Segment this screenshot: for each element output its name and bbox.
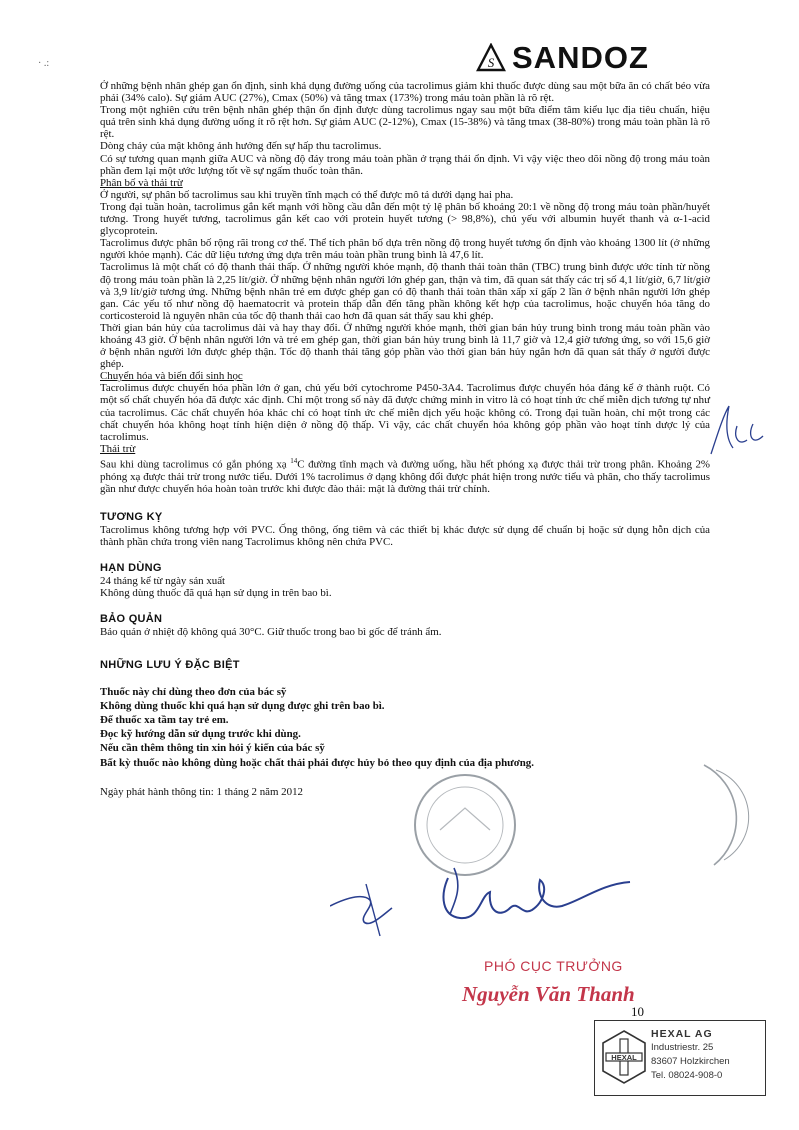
paragraph: Ở những bệnh nhân ghép gan ổn định, sinh khả dụng đường uống của tacrolimus giảm khi thuốc được dùng sau một bữa ăn có chất béo vừa phải (34% calo). Sự giảm AUC (27%), Cmax (50%) và tăng tmax (173%) trong máu toàn phần là rõ rệt. <box>100 80 710 105</box>
special-note: Nếu cần thêm thông tin xin hỏi ý kiến của bác sỹ <box>100 742 325 755</box>
document-body <box>100 80 710 798</box>
hexal-stamp <box>594 1020 766 1096</box>
heading-storage: BẢO QUẢN <box>100 613 163 626</box>
section-subtitle-distribution: Phân bố và thải trừ <box>100 176 183 189</box>
hexal-street: Industriestr. 25 <box>651 1042 714 1053</box>
paragraph: Ở người, sự phân bố tacrolimus sau khi truyền tĩnh mạch có thể được mô tả dưới dạng hai pha. <box>100 188 514 201</box>
issue-date: Ngày phát hành thông tin: 1 tháng 2 năm 2012 <box>100 785 303 798</box>
paragraph: Có sự tương quan mạnh giữa AUC và nồng độ đáy trong máu toàn phần ở trạng thái ổn định. Vì vậy việc theo dõi nồng độ trong máu toàn phần đem lại một ước lượng tốt về sự ngấm thuốc toàn thân. <box>100 152 710 177</box>
hexal-logo-text: HEXAL <box>611 1053 637 1062</box>
hexal-city: 83607 Holzkirchen <box>651 1056 730 1067</box>
superscript: 14 <box>290 456 298 465</box>
heading-expiry: HẠN DÙNG <box>100 562 162 575</box>
svg-text:S: S <box>487 55 495 70</box>
special-note: Không dùng thuốc khi quá hạn sử dụng được ghi trên bao bì. <box>100 699 385 712</box>
section-subtitle-metabolism: Chuyển hóa và biến đổi sinh học <box>100 370 243 383</box>
paragraph: Tacrolimus không tương hợp với PVC. Ống thông, ống tiêm và các thiết bị khác được sử dụng để chuẩn bị hoặc sử dụng hỗn dịch của thành phần chứa trong viên nang Tacrolimus không nên chứa PVC. <box>100 523 710 548</box>
page-number: 10 <box>631 1004 644 1019</box>
paragraph: Thời gian bán hủy của tacrolimus dài và hay thay đổi. Ở những người khỏe mạnh, thời gian bán hủy trung bình trong máu toàn phần vào khoảng 43 giờ. Ở bệnh nhân người lớn và trẻ em ghép gan, thời gian bán hủy trung bình là 11,7 giờ và 12,4 giờ tương ứng, so với 15,6 giờ ở bệnh nhân người lớn được ghép thận. Tốc độ thanh thải tăng góp phần vào thời gian bán hủy ngắn hơn đã quan sát thấy ở người được ghép. <box>100 321 710 371</box>
special-note: Để thuốc xa tầm tay trẻ em. <box>100 714 229 727</box>
paragraph: Trong một nghiên cứu trên bệnh nhân ghép thận ổn định được dùng tacrolimus ngay sau một bữa điểm tâm kiểu lục địa tiêu chuẩn, hiệu quả trên sinh khả dụng đường uống ít rõ rệt hơn. Sự giảm AUC (2-12%), Cmax (15-38%) và tăng tmax (38-80%) trong máu toàn phần là rõ rệt. <box>100 104 710 141</box>
heading-incompatibility: TƯƠNG KỴ <box>100 510 163 523</box>
paragraph: 24 tháng kể từ ngày sản xuất <box>100 575 226 588</box>
heading-special-notes: NHỮNG LƯU Ý ĐẶC BIỆT <box>100 658 240 671</box>
hexal-phone: Tel. 08024-908-0 <box>651 1070 723 1081</box>
signatory-title: PHÓ CỤC TRƯỞNG <box>484 958 623 974</box>
signatory-name: Nguyễn Văn Thanh <box>462 982 635 1006</box>
paragraph: Không dùng thuốc đã quá hạn sử dụng in trên bao bì. <box>100 587 332 600</box>
paragraph: Trong đại tuần hoàn, tacrolimus gắn kết mạnh với hồng cầu dẫn đến một tỷ lệ phân bố khoảng 20:1 về nồng độ trong máu toàn phần/huyết tương. Trong huyết tương, tacrolimus gắn kết cao với protein huyết tương (> 98,8%), chủ yếu với albumin huyết thanh và α-1-acid glycoprotein. <box>100 200 710 238</box>
special-note: Thuốc này chỉ dùng theo đơn của bác sỹ <box>100 685 287 698</box>
initial-mark <box>703 396 773 466</box>
paragraph: Tacrolimus là một chất có độ thanh thải thấp. Ở những người khỏe mạnh, độ thanh thải toàn thân (TBC) trung bình được ước tính từ nồng độ trong máu toàn phần là 2,25 lít/giờ. Ở những bệnh nhân người lớn ghép gan, thận và tim, đã quan sát thấy các trị số 4,1 lít/giờ, 6,7 lít/giờ và 3,9 lít/giờ tương ứng. Những bệnh nhân trẻ em được ghép gan có độ thanh thải toàn thân xấp xỉ gấp 2 lần ở bệnh nhân người lớn ghép gan. Các yếu tố như nồng độ haematocrit và protein thấp dẫn đến tăng phần không kết hợp của tacrolimus, hoặc chuyển hóa tăng do corticosteroid là nguyên nhân của tốc độ thanh thải cao hơn đã quan sát thấy sau khi ghép. <box>100 261 710 322</box>
paragraph: Tacrolimus được chuyển hóa phần lớn ở gan, chủ yếu bởi cytochrome P450-3A4. Tacrolimus được chuyển hóa đáng kể ở thành ruột. Có một số chất chuyển hóa đã được xác định. Chỉ một trong số này đã được chứng minh in vitro là có hoạt tính ức chế miễn dịch tương tự như của tacrolimus. Các chất chuyển hóa khác chỉ có hoạt tính ức chế miễn dịch yếu hoặc không có. Trong đại tuần hoàn, chỉ một trong các chất chuyển hóa không hoạt tính hiện diện ở nồng độ thấp. Vì vậy, các chất chuyển hóa không góp phần vào hoạt tính dược lý của tacrolimus. <box>100 382 710 443</box>
special-note: Bất kỳ thuốc nào không dùng hoặc chất thải phải được hủy bỏ theo quy định của địa phương. <box>100 756 534 769</box>
hexal-name: HEXAL AG <box>651 1028 713 1040</box>
sandoz-logo-icon <box>476 43 506 73</box>
paragraph: Bảo quản ở nhiệt độ không quá 30°C. Giữ thuốc trong bao bì gốc để tránh ẩm. <box>100 626 442 639</box>
section-subtitle-elimination: Thải trừ <box>100 442 136 455</box>
special-note: Đọc kỹ hướng dẫn sử dụng trước khi dùng. <box>100 728 301 741</box>
hexal-logo-icon <box>601 1029 647 1085</box>
paragraph <box>100 455 710 495</box>
brand-name: SANDOZ <box>512 40 649 75</box>
stamp-fragment <box>694 760 754 870</box>
scan-specks: · .: <box>38 58 50 69</box>
hexal-address <box>651 1027 730 1083</box>
text-span: Sau khi dùng tacrolimus có gắn phóng xạ <box>100 458 291 471</box>
sandoz-logo <box>476 40 649 76</box>
text-span: C đường tĩnh mạch và đường uống, hầu hết phóng xạ được thải trừ trong phân. Khoảng 2% phóng xạ được thải trừ trong nước tiểu. Dưới 1% tacrolimus ở dạng không đổi được phát hiện trong nước tiểu và phân, cho thấy tacrolimus gần như được chuyển hóa hoàn toàn trước khi được đào thải: mật là đường thải trừ chính. <box>100 458 711 495</box>
paragraph: Dòng chảy của mật không ảnh hưởng đến sự hấp thu tacrolimus. <box>100 140 382 153</box>
paragraph: Tacrolimus được phân bố rộng rãi trong cơ thể. Thể tích phân bố dựa trên nồng độ trong huyết tương ổn định vào khoảng 1300 lít (ở những người khỏe mạnh). Các dữ liệu tương ứng dựa trên máu toàn phần trung bình là 47,6 lít. <box>100 237 710 262</box>
